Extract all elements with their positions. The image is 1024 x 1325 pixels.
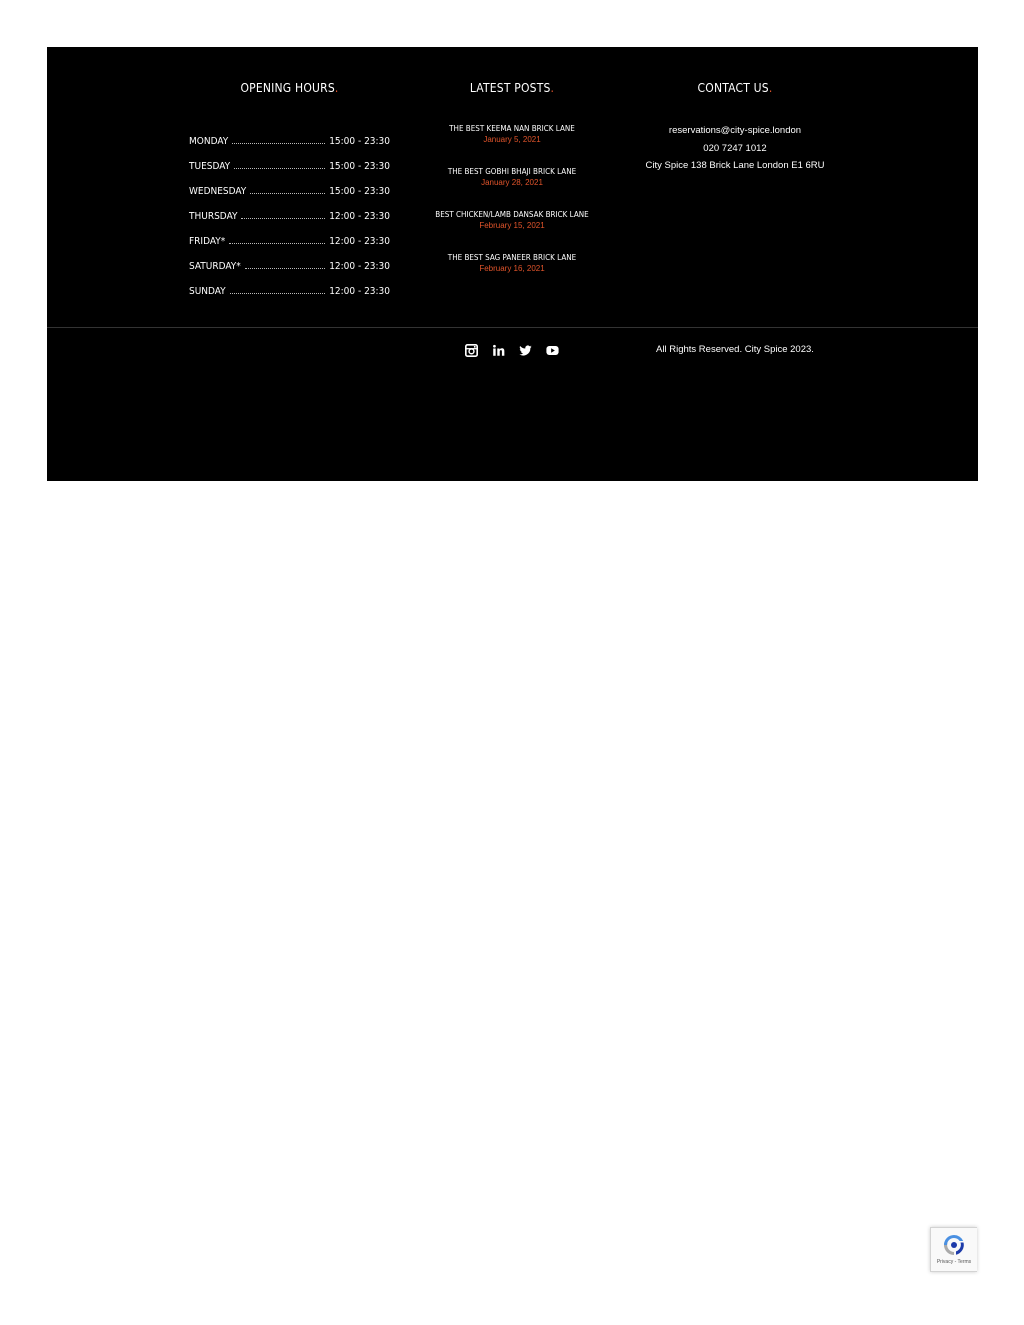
post-date: January 5, 2021	[483, 135, 541, 144]
post-date: February 16, 2021	[479, 264, 545, 273]
hours-row-sunday	[189, 272, 390, 297]
post-title-link[interactable]: THE BEST SAG PANEER BRICK LANE	[447, 253, 577, 262]
hours-row-wednesday	[189, 172, 390, 197]
instagram-icon[interactable]	[465, 344, 478, 357]
hours-time: 12:00 - 23:30	[329, 211, 390, 222]
hours-day: MONDAY	[189, 136, 229, 147]
hours-time: 12:00 - 23:30	[329, 236, 390, 247]
hours-day: WEDNESDAY	[189, 186, 247, 197]
dotted-leader	[230, 293, 326, 294]
hours-time: 12:00 - 23:30	[329, 286, 390, 297]
footer-divider	[47, 327, 978, 328]
post-item	[422, 209, 602, 252]
recaptcha-icon	[942, 1233, 966, 1257]
hours-row-monday	[189, 122, 390, 147]
hours-row-friday	[189, 222, 390, 247]
post-date: February 15, 2021	[479, 221, 545, 230]
hours-row-saturday	[189, 247, 390, 272]
dotted-leader	[232, 143, 325, 144]
hours-time: 15:00 - 23:30	[329, 136, 390, 147]
post-item	[422, 252, 602, 295]
dotted-leader	[234, 168, 325, 169]
footer	[47, 47, 978, 481]
hours-row-thursday	[189, 197, 390, 222]
hours-day: SUNDAY	[189, 286, 226, 297]
dotted-leader	[241, 218, 325, 219]
contact-email-link[interactable]: reservations@city-spice.london	[668, 125, 802, 136]
contact-us-title: CONTACT US.	[697, 81, 773, 95]
latest-posts-list	[422, 123, 602, 295]
latest-posts-title: LATEST POSTS.	[469, 81, 555, 95]
post-title-link[interactable]: BEST CHICKEN/LAMB DANSAK BRICK LANE	[435, 210, 589, 219]
opening-hours-list	[189, 122, 390, 297]
recaptcha-terms[interactable]: Privacy - Terms	[936, 1259, 972, 1265]
twitter-icon[interactable]	[519, 344, 532, 357]
hours-day: FRIDAY*	[189, 236, 226, 247]
hours-day: THURSDAY	[189, 211, 238, 222]
dotted-leader	[245, 268, 325, 269]
youtube-icon[interactable]	[546, 344, 559, 357]
hours-day: TUESDAY	[189, 161, 231, 172]
post-date: January 28, 2021	[481, 178, 543, 187]
post-item	[422, 166, 602, 209]
contact-info	[635, 122, 835, 175]
opening-hours-title: OPENING HOURS.	[240, 81, 339, 95]
dotted-leader	[250, 193, 325, 194]
linkedin-icon[interactable]	[492, 344, 505, 357]
recaptcha-badge[interactable]	[930, 1227, 977, 1272]
post-title-link[interactable]: THE BEST KEEMA NAN BRICK LANE	[449, 124, 575, 133]
post-item	[422, 123, 602, 166]
hours-time: 15:00 - 23:30	[329, 186, 390, 197]
hours-time: 15:00 - 23:30	[329, 161, 390, 172]
dotted-leader	[229, 243, 325, 244]
social-links	[465, 344, 559, 357]
hours-row-tuesday	[189, 147, 390, 172]
copyright-text: All Rights Reserved. City Spice 2023.	[656, 344, 814, 355]
contact-address: City Spice 138 Brick Lane London E1 6RU	[645, 160, 825, 171]
hours-time: 12:00 - 23:30	[329, 261, 390, 272]
post-title-link[interactable]: THE BEST GOBHI BHAJI BRICK LANE	[447, 167, 577, 176]
hours-day: SATURDAY*	[189, 261, 241, 272]
contact-phone-link[interactable]: 020 7247 1012	[703, 142, 767, 154]
